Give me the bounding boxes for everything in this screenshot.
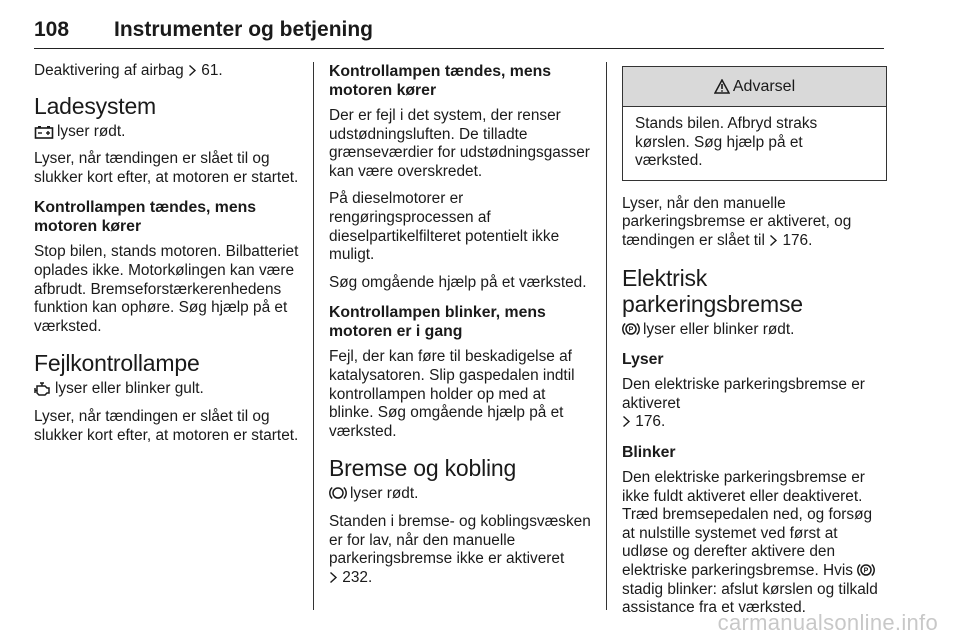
blink-heading: Blinker xyxy=(622,443,676,461)
airbag-deactivation-ref: Deaktivering af airbag 61. xyxy=(34,62,223,79)
malfunction-indicator-line: lyser eller blinker gult. xyxy=(34,380,299,399)
lamp-flashing-heading: Kontrollampen blinker, mens motoren er i gang xyxy=(329,304,546,341)
svg-text:P: P xyxy=(628,326,634,334)
exhaust-lamp-on-text-2: På dieselmotorer er rengøringsprocessen af dieselpartikelfilteret potentielt ikke muligt. xyxy=(329,190,560,264)
lights-text: Den elektriske parkeringsbremse er aktiveret 176. xyxy=(622,376,865,431)
page-header xyxy=(34,8,884,49)
malfunction-description: Lyser, når tændingen er slået til og slukker kort efter, at motoren er startet. xyxy=(34,407,299,444)
charging-subheading: Kontrollampen tændes, mens motoren kører xyxy=(34,199,257,236)
column-divider-1 xyxy=(313,62,314,610)
epb-indicator-line: P lyser eller blinker rødt. xyxy=(622,321,887,340)
column-1 xyxy=(34,62,299,454)
page-ref-arrow-icon xyxy=(329,571,338,584)
airbag-page-link[interactable]: 61. xyxy=(201,62,223,79)
manual-brake-text: Lyser, når den manuelle parkeringsbremse er aktiveret, og tændingen er slået til 176. xyxy=(622,194,852,249)
exhaust-lamp-on-text-1: Der er fejl i det system, der renser udstødningsluften. De tilladte grænseværdier for udstødningsgasser kan være overskredet. xyxy=(329,107,590,180)
lamp-flashing-text: Fejl, der kan føre til beskadigelse af katalysatoren. Slip gaspedalen indtil kontrollampen holder op med at blinke. Søg omgående hjælp på et værksted. xyxy=(329,348,575,440)
charging-sub-text: Stop bilen, stands motoren. Bilbatteriet oplades ikke. Motorkølingen kan være afbrudt. Bremseforstærkerenhedens funktion kan ophøre. Søg hjælp på et værksted. xyxy=(34,243,299,335)
lights-page-link[interactable]: 176. xyxy=(635,413,666,431)
warning-box xyxy=(622,66,887,181)
page-ref-arrow-icon xyxy=(188,64,197,77)
brake-warning-icon xyxy=(329,485,347,501)
watermark: carmanualsonline.info xyxy=(717,610,938,635)
page-number: 108 xyxy=(34,18,70,41)
battery-icon xyxy=(34,125,54,139)
epb-heading: Elektrisk parkeringsbremse xyxy=(622,264,803,317)
chapter-title: Instrumenter og betjening xyxy=(114,18,374,41)
blink-text: Den elektriske parkeringsbremse er ikke fuldt aktiveret eller deaktiveret. Træd bremsepedalen ned, og forsøg at nulstille systemet ved først at udløse og derefter aktivere den elektriske parkeringsbremse. Hvis P stadig blinker: afslut kørslen og tilkald assistance fra et værksted. xyxy=(622,468,878,617)
exhaust-lamp-on-heading: Kontrollampen tændes, mens motoren kører xyxy=(329,63,552,99)
brake-clutch-heading: Bremse og kobling xyxy=(329,455,517,482)
malfunction-heading: Fejlkontrollampe xyxy=(34,350,200,377)
charging-indicator-line: lyser rødt. xyxy=(34,123,299,142)
page-ref-arrow-icon xyxy=(622,415,631,428)
page-ref-arrow-icon xyxy=(769,234,778,247)
brake-page-link[interactable]: 232. xyxy=(342,568,373,586)
warning-triangle-icon xyxy=(714,79,730,94)
brake-indicator-line: lyser rødt. xyxy=(329,485,594,504)
charging-system-heading: Ladesystem xyxy=(34,92,157,119)
warning-body xyxy=(623,107,886,180)
lights-heading: Lyser xyxy=(622,351,664,369)
warning-text: Stands bilen. Afbryd straks kørslen. Søg hjælp på et værksted. xyxy=(635,115,818,170)
exhaust-lamp-on-text-3: Søg omgående hjælp på et værksted. xyxy=(329,273,587,291)
manual-brake-page-link[interactable]: 176. xyxy=(782,231,813,249)
engine-icon xyxy=(34,382,52,396)
parking-brake-icon xyxy=(622,321,640,337)
column-divider-2 xyxy=(606,62,607,610)
parking-brake-icon xyxy=(857,562,875,578)
svg-text:P: P xyxy=(863,567,869,575)
column-2 xyxy=(329,62,594,596)
brake-description: Standen i bremse- og koblingsvæsken er for lav, når den manuelle parkeringsbremse ikke er aktiveret 232. xyxy=(329,512,591,586)
warning-header: Advarsel xyxy=(623,67,886,107)
charging-description: Lyser, når tændingen er slået til og slukker kort efter, at motoren er startet. xyxy=(34,150,299,186)
column-3 xyxy=(622,62,887,627)
